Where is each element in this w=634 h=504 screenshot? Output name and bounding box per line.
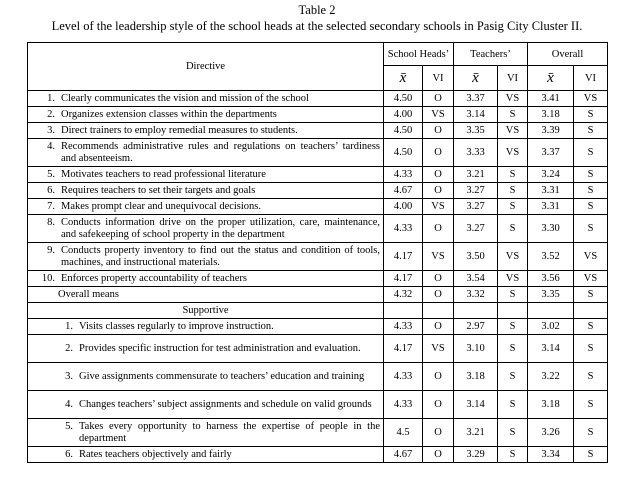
item-text: Conducts property inventory to find out the status and condition of tools, machines, and instructional materials. (61, 245, 380, 268)
school-heads-mean: 4.00 (384, 107, 423, 123)
overall-mean: 3.18 (528, 107, 574, 123)
teachers-vi: S (498, 419, 528, 447)
table-row (28, 183, 608, 199)
school-heads-mean: 4.17 (384, 243, 423, 271)
overall-vi: S (574, 419, 608, 447)
supportive-section-label: Supportive (28, 303, 384, 319)
item-number: 5. (47, 168, 55, 180)
teachers-vi: VS (498, 243, 528, 271)
item-number: 1. (65, 320, 73, 332)
item-text: Visits classes regularly to improve instruction. (79, 320, 274, 332)
overall-vi: VS (574, 271, 608, 287)
school-heads-vi: O (423, 287, 454, 303)
table-row (28, 139, 608, 167)
school-heads-vi: O (423, 91, 454, 107)
item-number: 3. (65, 370, 73, 382)
overall-vi: VS (574, 91, 608, 107)
school-heads-vi: VS (423, 243, 454, 271)
teachers-vi: S (498, 287, 528, 303)
table-row (28, 215, 608, 243)
overall-vi: S (574, 167, 608, 183)
teachers-vi: S (498, 447, 528, 463)
overall-mean: 3.35 (528, 287, 574, 303)
teachers-mean: 3.21 (454, 167, 498, 183)
item-number: 2. (65, 342, 73, 354)
school-heads-mean: 4.50 (384, 139, 423, 167)
table-row (28, 91, 608, 107)
item-text: Provides specific instruction for test administration and evaluation. (79, 342, 361, 354)
teachers-mean: 3.37 (454, 91, 498, 107)
item-number: 5. (65, 421, 73, 432)
item-text: Requires teachers to set their targets and goals (61, 184, 256, 196)
overall-means-row (28, 287, 608, 303)
overall-means-label: Overall means (28, 287, 384, 303)
table-title: Level of the leadership style of the school heads at the selected secondary schools in Pasig City Cluster II. (51, 19, 583, 33)
overall-vi: S (574, 215, 608, 243)
teachers-header: Teachers’ (454, 43, 528, 66)
school-heads-vi-header: VI (423, 66, 454, 91)
school-heads-vi: O (423, 183, 454, 199)
table-row (28, 363, 608, 391)
school-heads-vi: VS (423, 199, 454, 215)
item-text: Give assignments commensurate to teachers’ education and training (79, 370, 365, 382)
item-number: 3. (47, 124, 55, 136)
school-heads-mean: 4.00 (384, 199, 423, 215)
table-body (28, 91, 608, 463)
school-heads-mean: 4.33 (384, 363, 423, 391)
overall-vi: S (574, 319, 608, 335)
school-heads-mean: 4.5 (384, 419, 423, 447)
item-text: Changes teachers’ subject assignments and schedule on valid grounds (79, 398, 372, 410)
school-heads-mean: 4.50 (384, 123, 423, 139)
school-heads-mean-header: x̄ (384, 66, 423, 91)
overall-mean: 3.02 (528, 319, 574, 335)
school-heads-vi: O (423, 419, 454, 447)
teachers-mean: 3.35 (454, 123, 498, 139)
overall-mean-header: x̄ (528, 66, 574, 91)
overall-mean: 3.22 (528, 363, 574, 391)
school-heads-vi: O (423, 123, 454, 139)
overall-mean: 3.24 (528, 167, 574, 183)
school-heads-vi: VS (423, 107, 454, 123)
overall-vi: S (574, 447, 608, 463)
overall-mean: 3.39 (528, 123, 574, 139)
overall-vi: S (574, 391, 608, 419)
overall-vi: S (574, 199, 608, 215)
table-row (28, 319, 608, 335)
school-heads-header: School Heads’ (384, 43, 454, 66)
overall-mean: 3.52 (528, 243, 574, 271)
teachers-vi: S (498, 391, 528, 419)
item-text: Direct trainers to employ remedial measures to students. (61, 124, 298, 136)
school-heads-mean: 4.67 (384, 447, 423, 463)
table-row (28, 167, 608, 183)
item-number: 4. (47, 141, 55, 152)
teachers-vi: S (498, 363, 528, 391)
overall-mean: 3.26 (528, 419, 574, 447)
teachers-mean: 3.10 (454, 335, 498, 363)
item-text: Takes every opportunity to harness the expertise of people in the department (79, 421, 380, 444)
teachers-vi: S (498, 319, 528, 335)
teachers-vi: VS (498, 271, 528, 287)
overall-mean: 3.34 (528, 447, 574, 463)
school-heads-mean: 4.33 (384, 319, 423, 335)
section-row (28, 303, 608, 319)
directive-column-header: Directive (28, 43, 384, 91)
teachers-vi: VS (498, 123, 528, 139)
item-text: Recommends administrative rules and regulations on teachers’ tardiness and absenteeism. (61, 141, 380, 164)
school-heads-mean: 4.17 (384, 335, 423, 363)
overall-mean: 3.14 (528, 335, 574, 363)
school-heads-mean: 4.33 (384, 167, 423, 183)
school-heads-vi: O (423, 271, 454, 287)
table-row (28, 271, 608, 287)
overall-mean: 3.31 (528, 183, 574, 199)
school-heads-mean: 4.33 (384, 215, 423, 243)
table-row (28, 335, 608, 363)
teachers-vi: S (498, 335, 528, 363)
overall-mean: 3.56 (528, 271, 574, 287)
overall-vi: S (574, 287, 608, 303)
teachers-vi: S (498, 107, 528, 123)
teachers-mean: 3.32 (454, 287, 498, 303)
item-text: Enforces property accountability of teachers (61, 272, 248, 284)
school-heads-vi: O (423, 139, 454, 167)
overall-vi: S (574, 363, 608, 391)
item-number: 2. (47, 108, 55, 120)
table-row (28, 123, 608, 139)
school-heads-vi: O (423, 319, 454, 335)
item-number: 9. (47, 245, 55, 256)
item-text: Organizes extension classes within the departments (61, 108, 277, 120)
item-number: 8. (47, 217, 55, 228)
table-row (28, 199, 608, 215)
teachers-mean: 3.33 (454, 139, 498, 167)
overall-vi: S (574, 107, 608, 123)
item-text: Makes prompt clear and unequivocal decisions. (61, 200, 262, 212)
teachers-vi: S (498, 183, 528, 199)
overall-vi: S (574, 335, 608, 363)
table-number: Table 2 (298, 3, 336, 17)
teachers-vi: S (498, 215, 528, 243)
school-heads-vi: VS (423, 335, 454, 363)
school-heads-mean: 4.33 (384, 391, 423, 419)
school-heads-mean: 4.32 (384, 287, 423, 303)
overall-vi-header: VI (574, 66, 608, 91)
teachers-mean-header: x̄ (454, 66, 498, 91)
item-number: 7. (47, 200, 55, 212)
overall-vi: S (574, 123, 608, 139)
item-number: 10. (41, 272, 55, 284)
school-heads-mean: 4.50 (384, 91, 423, 107)
table-row (28, 107, 608, 123)
teachers-mean: 3.50 (454, 243, 498, 271)
teachers-mean: 2.97 (454, 319, 498, 335)
item-number: 1. (47, 92, 55, 104)
teachers-mean: 3.27 (454, 215, 498, 243)
overall-mean: 3.18 (528, 391, 574, 419)
teachers-mean: 3.14 (454, 391, 498, 419)
school-heads-mean: 4.67 (384, 183, 423, 199)
school-heads-vi: O (423, 167, 454, 183)
item-text: Clearly communicates the vision and mission of the school (61, 92, 309, 104)
teachers-vi-header: VI (498, 66, 528, 91)
school-heads-vi: O (423, 215, 454, 243)
overall-mean: 3.31 (528, 199, 574, 215)
overall-mean: 3.37 (528, 139, 574, 167)
teachers-mean: 3.21 (454, 419, 498, 447)
teachers-vi: S (498, 199, 528, 215)
table-row (28, 243, 608, 271)
overall-header: Overall (528, 43, 608, 66)
table-row (28, 419, 608, 447)
overall-vi: S (574, 139, 608, 167)
item-text: Rates teachers objectively and fairly (79, 448, 232, 460)
overall-mean: 3.30 (528, 215, 574, 243)
item-text: Motivates teachers to read professional literature (61, 168, 266, 180)
teachers-vi: S (498, 167, 528, 183)
item-number: 4. (65, 398, 73, 410)
teachers-mean: 3.54 (454, 271, 498, 287)
school-heads-vi: O (423, 447, 454, 463)
teachers-mean: 3.18 (454, 363, 498, 391)
teachers-vi: VS (498, 91, 528, 107)
item-number: 6. (47, 184, 55, 196)
overall-mean: 3.41 (528, 91, 574, 107)
school-heads-vi: O (423, 363, 454, 391)
table-row (28, 391, 608, 419)
leadership-style-table (27, 42, 608, 463)
overall-vi: S (574, 183, 608, 199)
school-heads-mean: 4.17 (384, 271, 423, 287)
teachers-mean: 3.29 (454, 447, 498, 463)
item-number: 6. (65, 448, 73, 460)
item-text: Conducts information drive on the proper utilization, care, maintenance, and safekeeping of school property in the department (61, 217, 380, 240)
teachers-mean: 3.27 (454, 183, 498, 199)
teachers-vi: VS (498, 139, 528, 167)
table-row (28, 447, 608, 463)
overall-vi: VS (574, 243, 608, 271)
school-heads-vi: O (423, 391, 454, 419)
teachers-mean: 3.27 (454, 199, 498, 215)
teachers-mean: 3.14 (454, 107, 498, 123)
